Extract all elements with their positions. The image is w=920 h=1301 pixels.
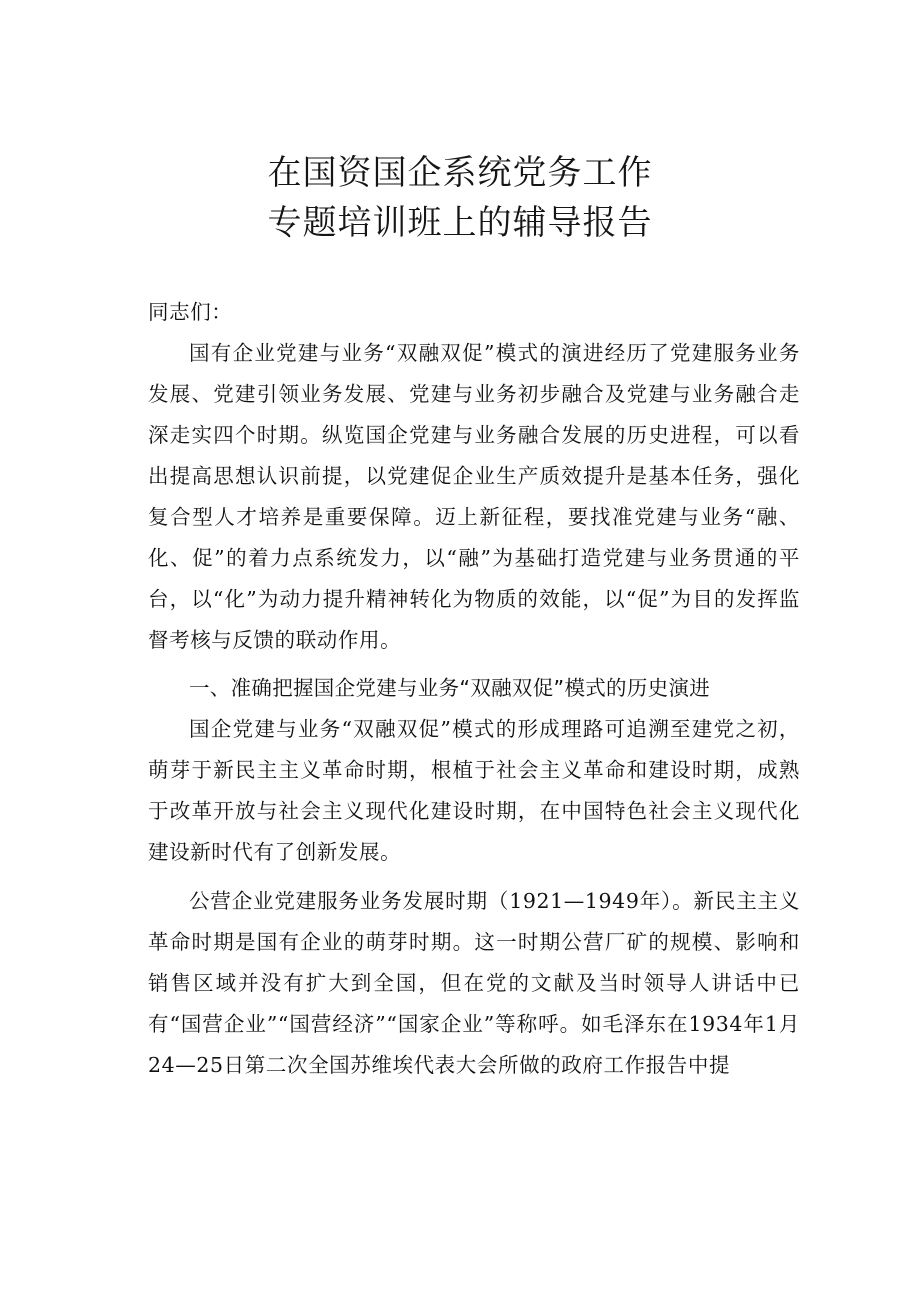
section1-paragraph-1: 国企党建与业务“双融双促”模式的形成理路可追溯至建党之初，萌芽于新民主主义革命时期，根植于社会主义革命和建设时期，成熟于改革开放与社会主义现代化建设时期，在中国特色社会主义现代化建设新时代有了创新发展。 (148, 717, 800, 864)
title-line-1: 在国资国企系统党务工作 (267, 153, 653, 193)
section-heading-1: 一、准确把握国企党建与业务“双融双促”模式的历史演进 (189, 676, 711, 700)
intro-paragraph: 国有企业党建与业务“双融双促”模式的演进经历了党建服务业务发展、党建引领业务发展、党建与业务初步融合及党建与业务融合走深走实四个时期。纵览国企党建与业务融合发展的历史进程，可以看出提高思想认识前提，以党建促企业生产质效提升是基本任务，强化复合型人才培养是重要保障。迈上新征程，要找准党建与业务“融、化、促”的着力点系统发力，以“融”为基础打造党建与业务贯通的平台，以“化”为动力提升精神转化为物质的效能，以“促”为目的发挥监督考核与反馈的联动作用。 (148, 341, 800, 652)
section1-paragraph-2: 公营企业党建服务业务发展时期（1921—1949年）。新民主主义革命时期是国有企业的萌芽时期。这一时期公营厂矿的规模、影响和销售区域并没有扩大到全国，但在党的文献及当时领导人讲话中已有“国营企业”“国营经济”“国家企业”等称呼。如毛泽东在1934年1月24—25日第二次全国苏维埃代表大会所做的政府工作报告中提 (148, 889, 800, 1077)
salutation: 同志们： (148, 300, 233, 324)
document-title (0, 148, 920, 248)
document-body (148, 292, 800, 1086)
title-line-2: 专题培训班上的辅导报告 (267, 203, 653, 243)
